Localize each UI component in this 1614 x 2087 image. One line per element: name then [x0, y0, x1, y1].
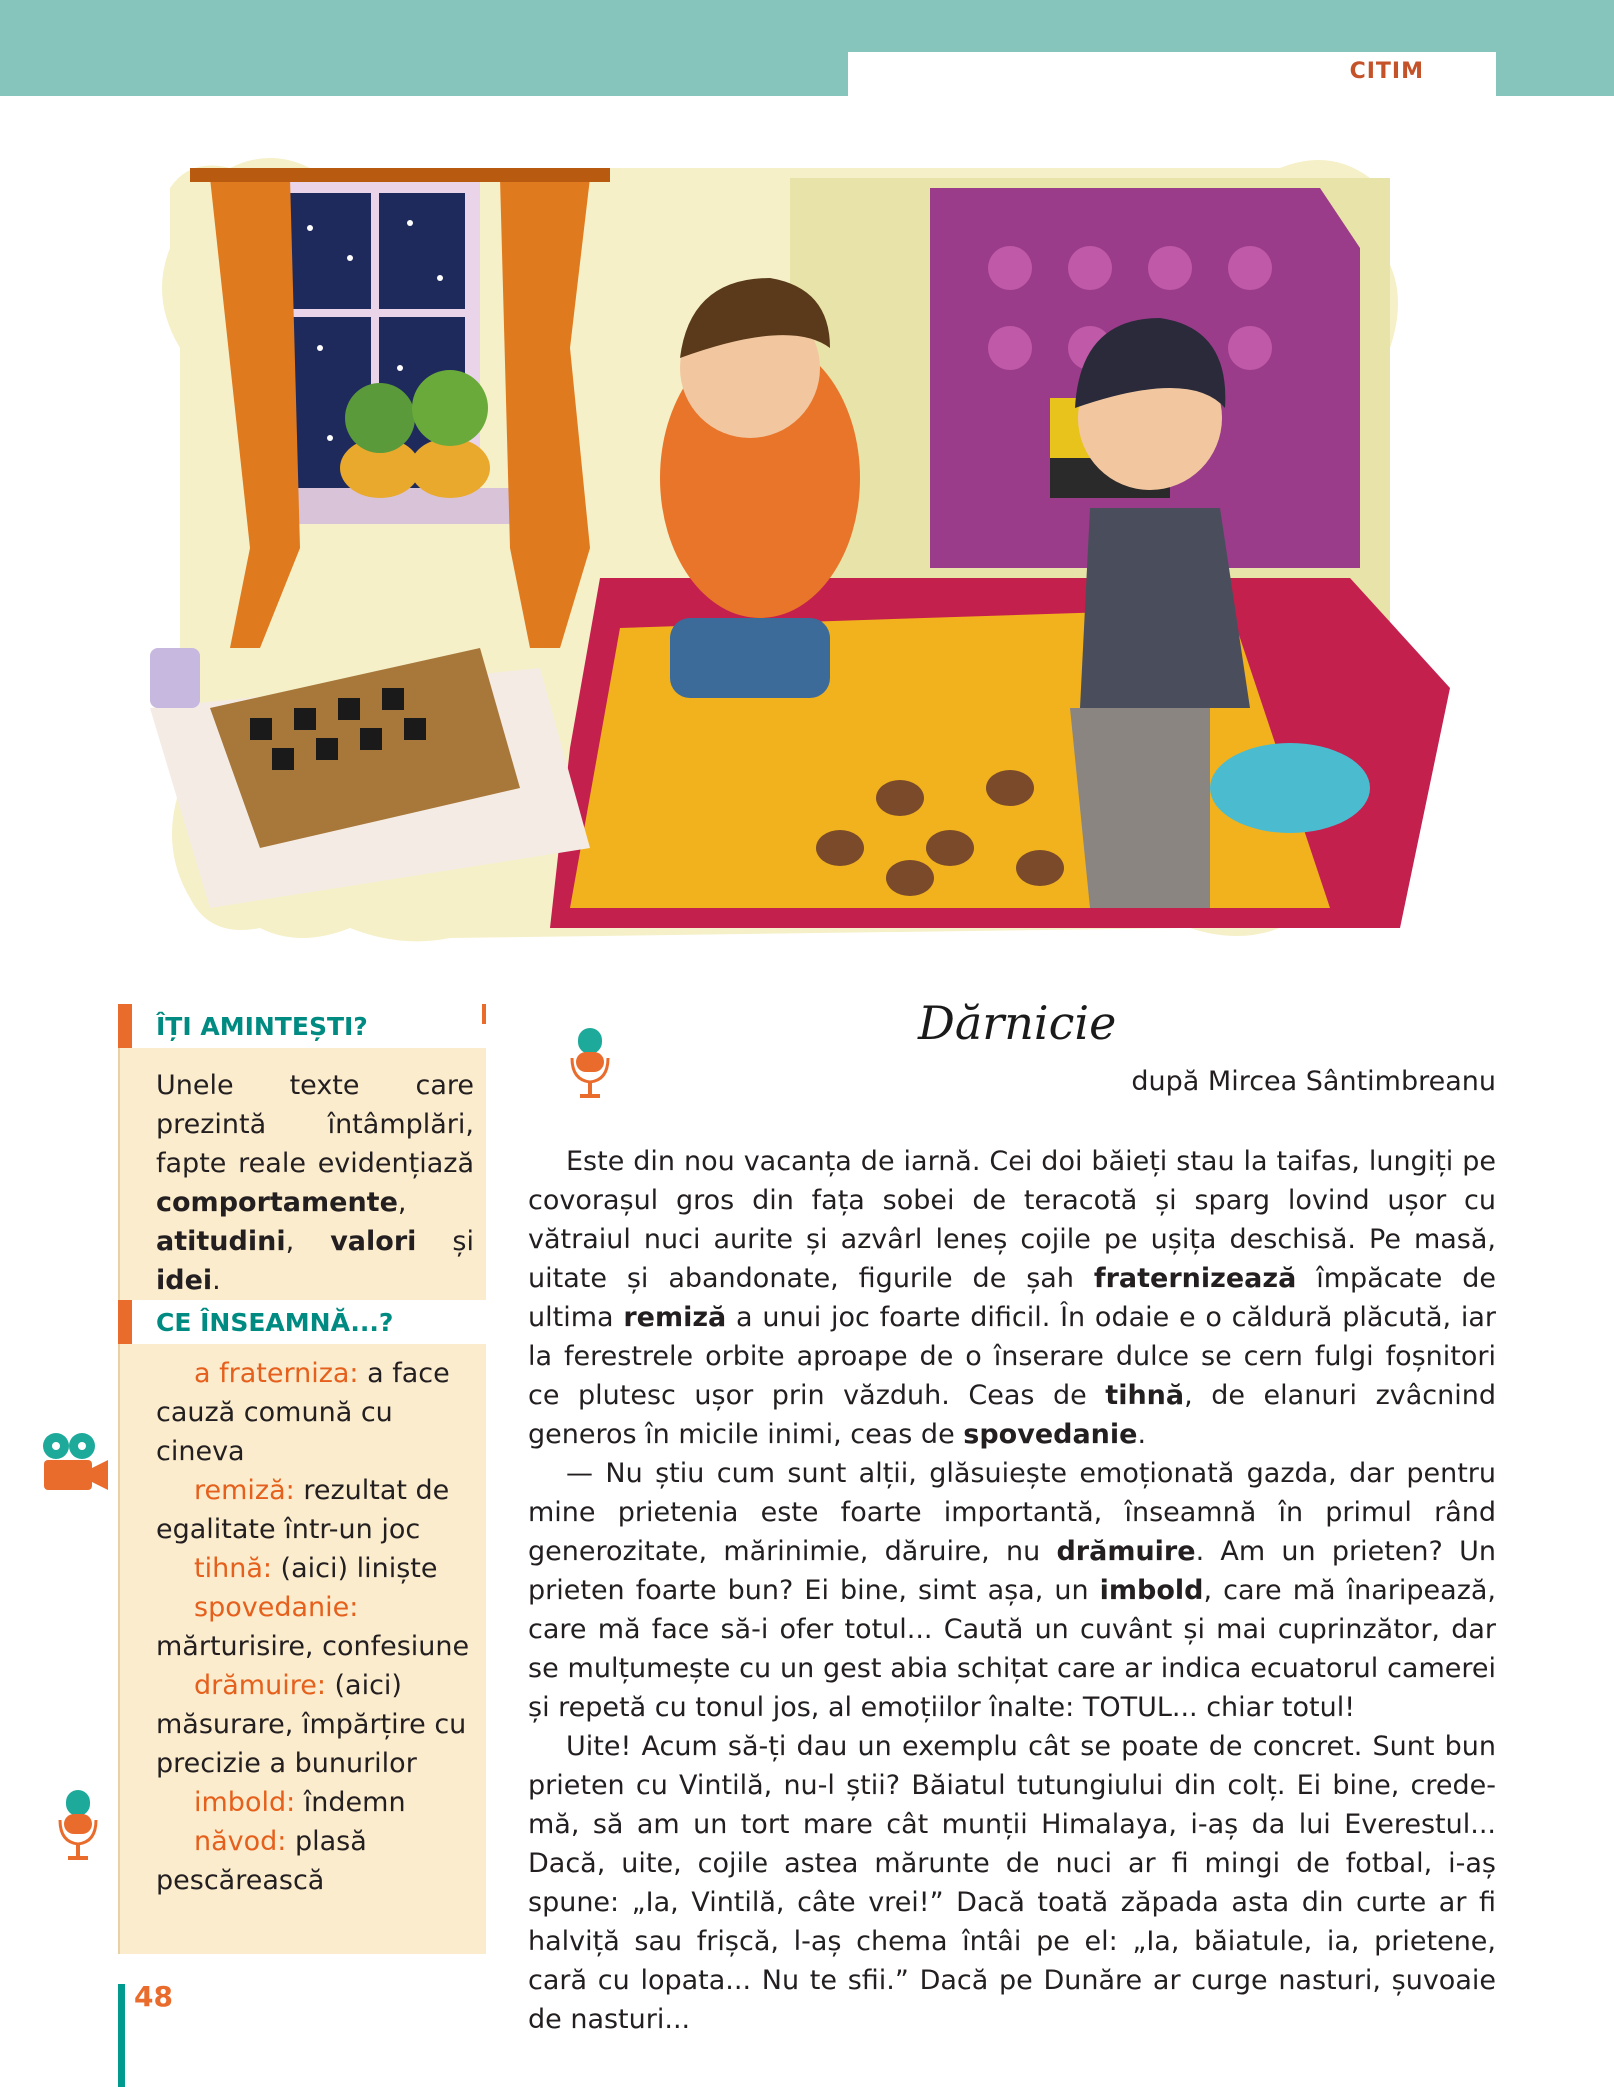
section-label: CITIM: [1349, 59, 1424, 84]
story-illustration: [150, 148, 1470, 948]
story-author: după Mircea Sântimbreanu: [1131, 1066, 1496, 1097]
meaning-heading-bar: [118, 1300, 486, 1344]
glossary-entry: [156, 1783, 474, 1822]
glossary-term: imbold:: [194, 1787, 296, 1818]
glossary-term: a fraterniza:: [194, 1358, 359, 1389]
microphone-icon: [570, 1028, 610, 1104]
glossary-entry: [156, 1666, 474, 1783]
sidebar-box: [118, 1004, 486, 1954]
glossary-entry: [156, 1354, 474, 1471]
microphone-icon: [58, 1790, 98, 1866]
glossary-term: tihnă:: [194, 1553, 272, 1584]
glossary-definition: (aici) măsurare, împărțire cu precizie a bunurilor: [156, 1670, 467, 1779]
glossary-definition: a face cauză comună cu cineva: [156, 1358, 450, 1467]
story-paragraph: Uite! Acum să-ți dau un exemplu cât se poate de concret. Sunt bun prieten cu Vintilă, nu-l știi? Băiatul tutungiului din colț. Ei bine, crede-mă, să am un tort mare cât munții Himalaya, i-aș da lui Everestul... Dacă, uite, cojile astea mărunte de nuci ar fi mingi de fotbal, i-aș spune: „Ia, Vintilă, câte vrei!” Dacă toată zăpada asta din curte ar fi halviță sau frișcă, l-aș chema întâi pe el: „Ia, băiatule, ia, prietene, cară cu lopata... Nu te sfii.” Dacă pe Dunăre ar curge nasturi, șuvoaie de nasturi...: [528, 1731, 1496, 2035]
glossary-definition: plasă pescărească: [156, 1826, 367, 1896]
glossary-definition: îndemn: [295, 1787, 406, 1818]
story-paragraph: — Nu știu cum sunt alții, glăsuiește emoționată gazda, dar pentru mine prietenia este foarte importantă, înseamnă în primul rând generozitate, mărinimie, dăruire, nu drămuire. Am un prieten? Un prieten foarte bun? Ei bine, simt așa, un imbold, care mă înaripează, care mă face să-i ofer totul... Caută un cuvânt și mai cuprinzător, dar se mulțumește cu un gest abia schițat care ar indica ecuatorul camerei și repetă cu tonul jos, al emoțiilor înalte: TOTUL... chiar totul!: [528, 1458, 1496, 1723]
remember-heading: ÎȚI AMINTEȘTI?: [156, 1012, 368, 1041]
glossary-definition: rezultat de egalitate într-un joc: [156, 1475, 450, 1545]
remember-text: Unele texte care prezintă întâmplări, fapte reale evidențiază comportamente, atitudini, valori și idei.: [156, 1070, 475, 1296]
glossary-definition: mărturisire, confesiune: [156, 1631, 470, 1662]
story-body: [528, 1142, 1496, 2039]
glossary-entry: [156, 1549, 474, 1588]
story-title: Dărnicie: [918, 996, 1117, 1050]
page-number: 48: [134, 1980, 173, 2013]
section-tab: [848, 52, 1496, 96]
glossary-entry: [156, 1588, 474, 1666]
glossary-definition: (aici) liniște: [271, 1553, 438, 1584]
glossary-term: spovedanie:: [194, 1592, 359, 1623]
glossary-term: drămuire:: [194, 1670, 326, 1701]
remember-heading-bar: [118, 1004, 486, 1048]
glossary-term: remiză:: [194, 1475, 295, 1506]
meaning-heading: CE ÎNSEAMNĂ...?: [156, 1308, 394, 1337]
glossary-term: năvod:: [194, 1826, 287, 1857]
story-paragraph: Este din nou vacanța de iarnă. Cei doi băieți stau la taifas, lungiți pe covorașul gros din fața sobei de teracotă și sparg lovind ușor cu vătraiul nuci aurite și azvârl leneș cojile pe ușița deschisă. Pe masă, uitate și abandonate, figurile de șah fraternizează împăcate de ultima remiză a unui joc foarte dificil. În odaie e o căldură plăcută, iar la ferestrele orbite aproape de o înserare dulce se cern fulgi foșnitori ce plutesc ușor prin văzduh. Ceas de tihnă, de elanuri zvâcnind generos în micile inimi, ceas de spovedanie.: [528, 1146, 1497, 1450]
glossary: [156, 1354, 474, 1900]
page-number-bar: [118, 1984, 125, 2087]
film-camera-icon: [38, 1432, 110, 1496]
glossary-entry: [156, 1822, 474, 1900]
glossary-entry: [156, 1471, 474, 1549]
